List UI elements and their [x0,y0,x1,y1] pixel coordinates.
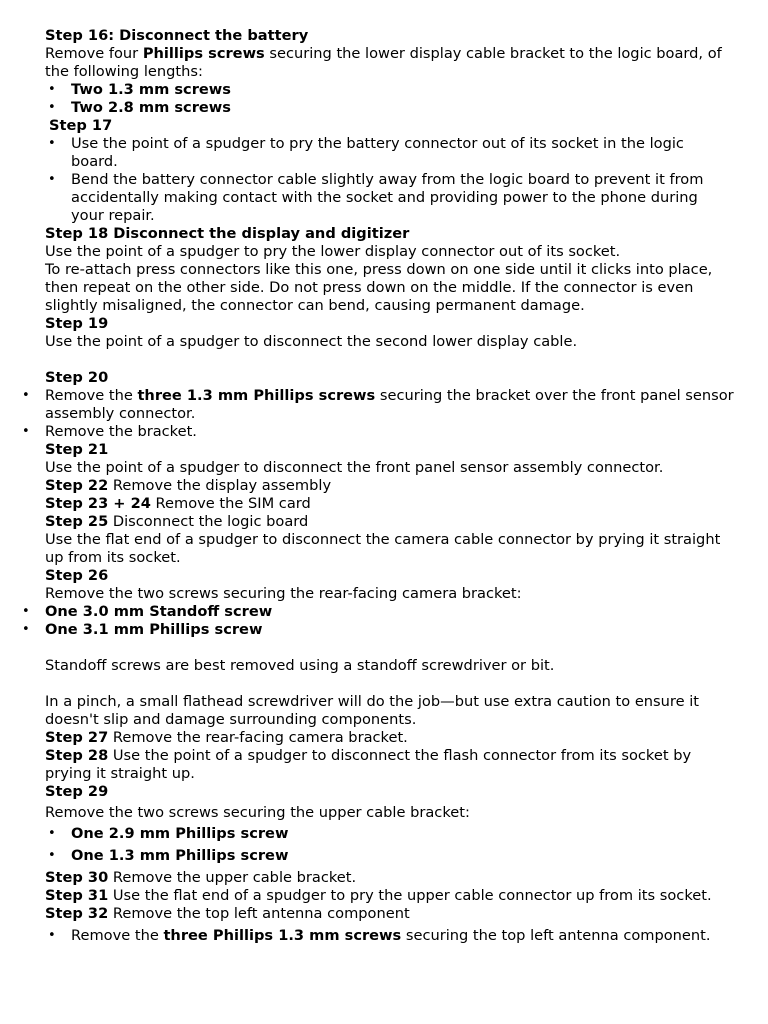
step-25-line: Step 25 Disconnect the logic board [45,513,309,530]
list-item: • Bend the battery connector cable slightly away from the logic board to prevent it from accidentally making contact with the socket and providing power to the phone during your repair. [45,171,735,225]
step-26-note-standoff: Standoff screws are best removed using a standoff screwdriver or bit. [45,657,555,674]
step-23-24-line: Step 23 + 24 Remove the SIM card [45,495,311,512]
list-item: • One 3.0 mm Standoff screw [45,603,735,621]
step-31-line: Step 31 Use the flat end of a spudger to pry the upper cable connector up from its socket. [45,887,712,904]
list-item: • Use the point of a spudger to pry the battery connector out of its socket in the logic board. [45,135,735,171]
step-20-heading: Step 20 [45,369,109,386]
step-19-heading: Step 19 [45,315,109,332]
step-19-paragraph: Use the point of a spudger to disconnect the second lower display cable. [45,333,578,350]
spacer [45,675,735,693]
step-27-line: Step 27 Remove the rear-facing camera bracket. [45,729,408,746]
step-22-line: Step 22 Remove the display assembly [45,477,332,494]
step-26-screw-list [45,603,735,639]
step-26-note-flathead: In a pinch, a small flathead screwdriver will do the job—but use extra caution to ensure it doesn't slip and damage surrounding components. [45,693,699,728]
step-32-line: Step 32 Remove the top left antenna component [45,905,410,922]
list-item: • Remove the bracket. [45,423,735,441]
step-17-heading: Step 17 [49,117,113,134]
step-17-list [45,135,735,225]
step-16-heading: Step 16: Disconnect the battery [45,27,309,44]
step-29-screw-list [45,825,735,865]
step-29-paragraph: Remove the two screws securing the upper cable bracket: [45,804,470,821]
step-29-heading: Step 29 [45,783,109,800]
step-30-line: Step 30 Remove the upper cable bracket. [45,869,357,886]
spacer [45,351,735,369]
spacer [45,639,735,657]
step-16-paragraph: Remove four Phillips screws securing the lower display cable bracket to the logic board, of the following lengths: [45,45,722,80]
step-26-paragraph: Remove the two screws securing the rear-facing camera bracket: [45,585,522,602]
step-16-screw-list [45,81,735,117]
step-21-heading: Step 21 [45,441,109,458]
step-26-heading: Step 26 [45,567,109,584]
step-32-list [45,926,735,946]
list-item: • Remove the three Phillips 1.3 mm screws securing the top left antenna component. [45,926,735,946]
step-20-list [45,387,735,441]
step-21-paragraph: Use the point of a spudger to disconnect the front panel sensor assembly connector. [45,459,664,476]
list-item: • Two 1.3 mm screws [45,81,735,99]
step-18-note: To re-attach press connectors like this one, press down on one side until it clicks into place, then repeat on the other side. Do not press down on the middle. If the connector is even slightly misaligned, the connector can bend, causing permanent damage. [45,261,713,314]
list-item: • One 2.9 mm Phillips screw [45,825,735,843]
step-18-heading: Step 18 Disconnect the display and digitizer [45,225,410,242]
list-item: • One 3.1 mm Phillips screw [45,621,735,639]
list-item: • One 1.3 mm Phillips screw [45,847,735,865]
step-28-line: Step 28 Use the point of a spudger to disconnect the flash connector from its socket by prying it straight up. [45,747,692,782]
list-item: • Remove the three 1.3 mm Phillips screws securing the bracket over the front panel sensor assembly connector. [45,387,735,423]
step-25-paragraph: Use the flat end of a spudger to disconnect the camera cable connector by prying it straight up from its socket. [45,531,721,566]
step-18-paragraph: Use the point of a spudger to pry the lower display connector out of its socket. [45,243,621,260]
list-item: • Two 2.8 mm screws [45,99,735,117]
document-body [45,27,735,946]
